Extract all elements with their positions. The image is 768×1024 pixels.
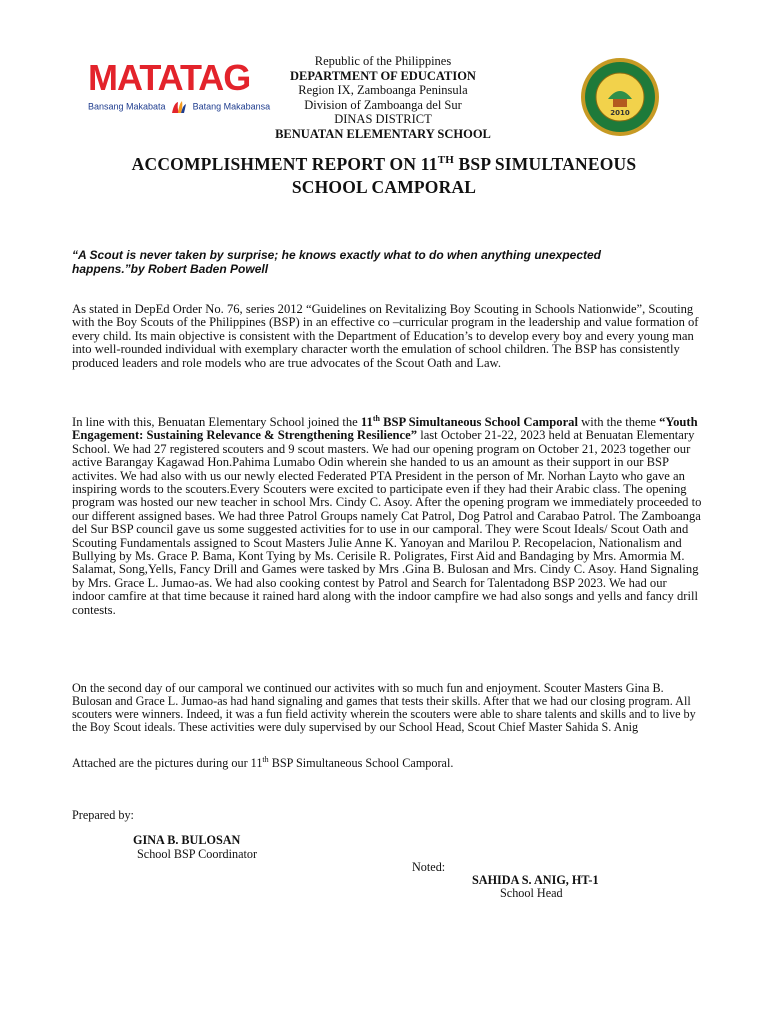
title-sup: TH — [437, 154, 454, 167]
title-part1: ACCOMPLISHMENT REPORT ON 11 — [131, 154, 438, 174]
paragraph-camporal-details — [72, 413, 702, 617]
p2-rest: last October 21-22, 2023 held at Benuatan Elementary School. We had 27 registered scouters and 9 scout masters. We had our opening program on October 21, 2023 together our active Barangay Kagawad Hon.Pahima Lumabo Odin wherein she handed to us an amount as their support in our BSP activites. We had also with us our newly elected Federated PTA President in the person of Mr. Norhan Layto who gave an inspiring words to the scouters.Every Scouters were excited to participate even if they had their Arabic class. The opening program was hosted our new teacher in school Mrs. Cindy C. Asoy. After the opening program we immediately proceeded to our different assigned bases. We had three Patrol Groups namely Cat Patrol, Dog Patrol and Carabao Patrol. The Zamboanga del Sur BSP council gave us some suggested activities for to use in our camporal. They were Scout Ideals/ Scout Oath and Scouting Fundamentals assigned to Scout Masters Julie Anne K. Yanoyan and Marilou P. Recopelacion, Nationalism and Bullying by Ms. Grace P. Bama, Kont Tying by Ms. Cerisile R. Poligrates, First Aid and Bandaging by Mrs. Amormia M. Salamat, Song,Yells, Fancy Drill and Games were tasked by Mrs .Gina B. Bulosan and Mrs. Cindy C. Asoy. Hand Signaling by Mrs. Grace L. Jumao-as. We had also cooking contest by Patrol and Search for Talentadong BSP 2023. We had our indoor camfire at that time because it rained hard along with the indoor campfire we had also songs and yells and fancy drill contests. — [72, 428, 702, 617]
quote-line1: “A Scout is never taken by surprise; he knows exactly what to do when anything unexpected — [72, 248, 602, 262]
p4-before: Attached are the pictures during our 11 — [72, 756, 263, 770]
report-title — [60, 153, 708, 199]
p2-event-sup: th — [372, 413, 380, 423]
letterhead-republic: Republic of the Philippines — [314, 54, 452, 68]
prepared-by-label: Prepared by: — [72, 808, 134, 822]
matatag-wordmark: MATATAG — [88, 57, 251, 98]
signatory-coordinator-position: School BSP Coordinator — [137, 847, 258, 861]
letterhead-department: DEPARTMENT OF EDUCATION — [290, 68, 476, 83]
paragraph-attached-pictures — [72, 754, 702, 770]
letterhead-school: BENUATAN ELEMENTARY SCHOOL — [275, 126, 491, 141]
p2-mid: with the theme — [577, 415, 660, 429]
seal-year: 2010 — [610, 109, 630, 117]
signatory-head-position: School Head — [500, 886, 563, 900]
p4-sup: th — [262, 754, 269, 764]
matatag-hands-icon — [170, 99, 188, 115]
signatory-coordinator-name: GINA B. BULOSAN — [133, 833, 241, 847]
opening-quote — [72, 248, 702, 276]
paragraph-second-day: On the second day of our camporal we continued our activites with so much fun and enjoyment. Scouter Masters Gina B. Bulosan and Grace L. Jumao-as had hand signaling and games that tests their skills. After that we had our closing program. All scouters were winners. Indeed, it was a fun field activity wherein the scouters were able to share talents and skills and to live by the Boy Scout ideals. These activities were duly supervised by our School Head, Scout Chief Master Sahida S. Anig — [72, 681, 696, 735]
tagline-right: Batang Makabansa — [192, 101, 271, 112]
school-seal-icon — [580, 57, 660, 137]
title-line2: SCHOOL CAMPORAL — [291, 177, 477, 197]
letterhead — [250, 54, 516, 141]
title-part2: BSP SIMULTANEOUS — [453, 154, 637, 174]
p2-event-name: BSP Simultaneous School Camporal — [379, 415, 578, 429]
matatag-tagline — [88, 99, 271, 115]
signatory-head-name: SAHIDA S. ANIG, HT-1 — [472, 873, 599, 887]
p2-theme: “Youth Engagement: Sustaining Relevance & Strengthening Resilience” — [72, 415, 698, 443]
p2-event-num: 11 — [360, 415, 373, 429]
letterhead-district: DINAS DISTRICT — [334, 112, 432, 126]
p2-intro: In line with this, Benuatan Elementary School joined the — [72, 415, 361, 429]
letterhead-region: Region IX, Zamboanga Peninsula — [298, 83, 468, 97]
matatag-logo — [88, 57, 271, 130]
tagline-left: Bansang Makabata — [88, 101, 166, 112]
p4-after: BSP Simultaneous School Camporal. — [268, 756, 454, 770]
letterhead-division: Division of Zamboanga del Sur — [304, 97, 462, 112]
paragraph-deped-order: As stated in DepEd Order No. 76, series 2012 “Guidelines on Revitalizing Boy Scouting in Schools Nationwide”, Scouting with the Boy Scouts of the Philippines (BSP) in an effective co –curricular program in the leadership and value formation of every child. Its main objective is consistent with the Department of Education’s to develop every boy and every young man into well-rounded individual with exemplary character worth the emulation of school children. The BSP has consistently produced leaders and role models who are true advocates of the Scout Oath and Law. — [72, 302, 699, 370]
noted-label: Noted: — [412, 860, 446, 874]
quote-line2: happens.”by Robert Baden Powell — [72, 262, 269, 276]
